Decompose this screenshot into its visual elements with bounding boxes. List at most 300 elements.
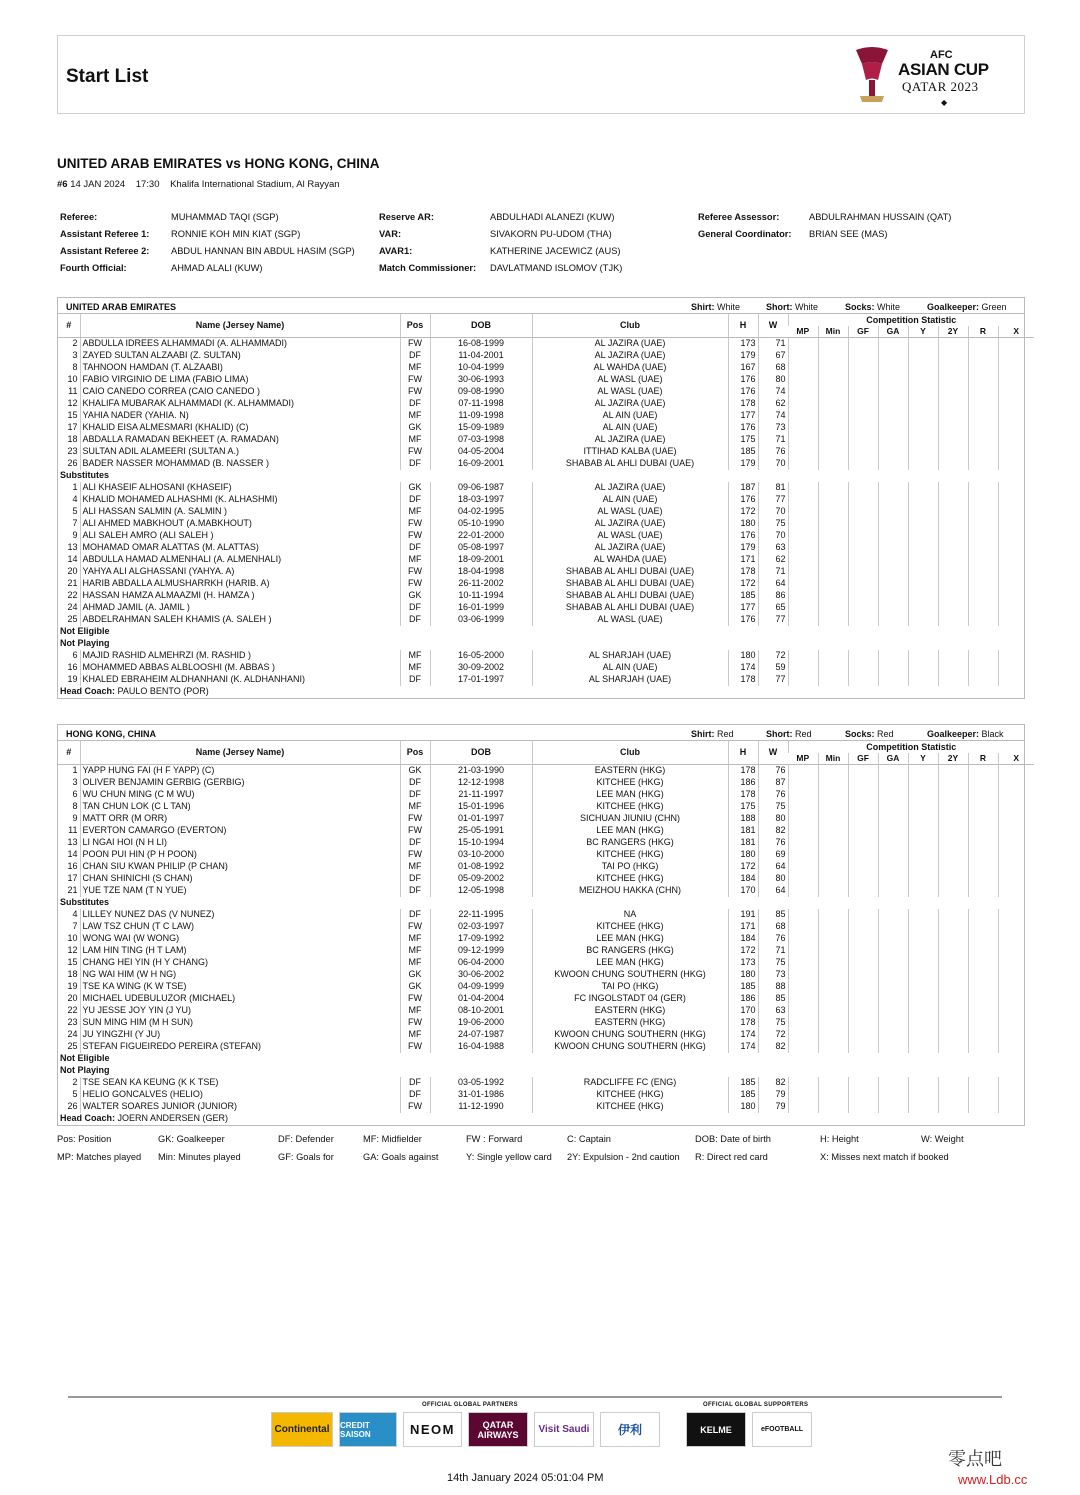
stat-cell (908, 849, 938, 861)
column-header-name: Name (Jersey Name) (80, 314, 400, 338)
player-dob: 30-09-2002 (430, 662, 532, 674)
stat-cell (878, 554, 908, 566)
official-value: AHMAD ALALI (KUW) (171, 263, 263, 273)
player-weight: 64 (758, 578, 788, 590)
player-dob: 10-11-1994 (430, 590, 532, 602)
player-name: ABDALLA RAMADAN BEKHEET (A. RAMADAN) (80, 434, 400, 446)
player-name: YAHYA ALI ALGHASSANI (YAHYA. A) (80, 566, 400, 578)
stat-cell (878, 849, 908, 861)
stat-cell (908, 434, 938, 446)
stat-cell (818, 410, 848, 422)
player-height: 173 (728, 338, 758, 350)
stat-cell (968, 849, 998, 861)
player-name: CAIO CANEDO CORREA (CAIO CANEDO ) (80, 386, 400, 398)
stat-cell (818, 801, 848, 813)
stat-cell (788, 909, 818, 921)
player-row (58, 602, 1034, 614)
player-number: 25 (67, 1041, 78, 1051)
stat-cell (938, 945, 968, 957)
player-name: CHAN SHINICHI (S CHAN) (80, 873, 400, 885)
player-number: 16 (67, 861, 78, 871)
stat-cell (998, 933, 1034, 945)
stat-cell (788, 542, 818, 554)
stat-cell (788, 362, 818, 374)
column-header-h: H (728, 314, 758, 338)
stat-cell (938, 362, 968, 374)
stat-cell (818, 506, 848, 518)
stat-cell (878, 602, 908, 614)
stat-cell (968, 969, 998, 981)
player-height: 181 (728, 825, 758, 837)
player-name: NG WAI HIM (W H NG) (80, 969, 400, 981)
stat-cell (818, 482, 848, 494)
stat-cell (908, 861, 938, 873)
stat-cell (818, 578, 848, 590)
stat-cell (818, 362, 848, 374)
player-row (58, 1041, 1034, 1053)
stat-cell (908, 1089, 938, 1101)
player-club: AL JAZIRA (UAE) (532, 482, 728, 494)
player-dob: 21-03-1990 (430, 765, 532, 777)
kit-value: White (795, 302, 819, 312)
column-header-stat: Min (818, 753, 848, 765)
stat-cell (818, 981, 848, 993)
player-weight: 75 (758, 957, 788, 969)
stat-cell (818, 849, 848, 861)
player-row (58, 374, 1034, 386)
legend-item: X: Misses next match if booked (820, 1152, 949, 1162)
player-position: FW (400, 374, 430, 386)
player-name: AHMAD JAMIL (A. JAMIL ) (80, 602, 400, 614)
stat-cell (938, 789, 968, 801)
player-row (58, 837, 1034, 849)
kit-short (766, 302, 818, 312)
stat-cell (908, 398, 938, 410)
stat-cell (968, 837, 998, 849)
player-weight: 82 (758, 1077, 788, 1089)
player-weight: 76 (758, 765, 788, 777)
player-height: 185 (728, 1089, 758, 1101)
stat-cell (818, 542, 848, 554)
player-height: 172 (728, 506, 758, 518)
stat-cell (938, 398, 968, 410)
stat-cell (848, 362, 878, 374)
stat-cell (938, 1041, 968, 1053)
logo-afc-text: AFC (930, 49, 953, 61)
player-name: BADER NASSER MOHAMMAD (B. NASSER ) (80, 458, 400, 470)
player-name: KHALED EBRAHEIM ALDHANHANI (K. ALDHANHANI) (80, 674, 400, 686)
stat-cell (848, 374, 878, 386)
player-dob: 04-09-1999 (430, 981, 532, 993)
section-label: Substitutes (60, 470, 110, 480)
stat-cell (788, 434, 818, 446)
column-header-club: Club (532, 314, 728, 338)
player-number: 20 (67, 993, 78, 1003)
stat-cell (908, 1077, 938, 1089)
player-number: 1 (72, 482, 78, 492)
stat-cell (788, 614, 818, 626)
stat-cell (908, 482, 938, 494)
player-row (58, 825, 1034, 837)
kit-value: White (877, 302, 901, 312)
stat-cell (878, 446, 908, 458)
stat-cell (818, 662, 848, 674)
stat-cell (848, 837, 878, 849)
player-height: 170 (728, 885, 758, 897)
stat-cell (938, 1077, 968, 1089)
stat-cell (878, 494, 908, 506)
stat-cell (788, 861, 818, 873)
stat-cell (818, 494, 848, 506)
player-weight: 74 (758, 410, 788, 422)
stat-cell (908, 650, 938, 662)
stat-cell (878, 338, 908, 350)
player-name: ALI SALEH AMRO (ALI SALEH ) (80, 530, 400, 542)
stat-cell (908, 909, 938, 921)
stat-cell (848, 662, 878, 674)
stat-cell (788, 885, 818, 897)
stat-cell (788, 813, 818, 825)
stat-cell (968, 578, 998, 590)
official-value: RONNIE KOH MIN KIAT (SGP) (171, 229, 301, 239)
stat-cell (788, 789, 818, 801)
player-position: DF (400, 494, 430, 506)
player-weight: 70 (758, 458, 788, 470)
stat-cell (818, 530, 848, 542)
player-position: DF (400, 542, 430, 554)
player-number: 8 (72, 362, 78, 372)
player-number: 22 (67, 1005, 78, 1015)
stat-cell (788, 981, 818, 993)
stat-cell (968, 494, 998, 506)
player-row (58, 566, 1034, 578)
player-row (58, 530, 1034, 542)
stat-cell (908, 969, 938, 981)
stat-cell (818, 957, 848, 969)
player-height: 174 (728, 1041, 758, 1053)
stat-cell (938, 981, 968, 993)
player-number: 18 (67, 434, 78, 444)
official-label: AVAR1: (379, 246, 413, 256)
stat-cell (848, 422, 878, 434)
player-number: 19 (67, 674, 78, 684)
legend-item: C: Captain (567, 1134, 611, 1144)
stat-cell (848, 482, 878, 494)
stat-cell (878, 362, 908, 374)
player-name: EVERTON CAMARGO (EVERTON) (80, 825, 400, 837)
stat-cell (968, 993, 998, 1005)
player-row (58, 518, 1034, 530)
stat-cell (968, 1041, 998, 1053)
kit-value: Green (981, 302, 1007, 312)
stat-cell (878, 993, 908, 1005)
stat-cell (788, 374, 818, 386)
stat-cell (848, 542, 878, 554)
player-dob: 25-05-1991 (430, 825, 532, 837)
player-height: 176 (728, 386, 758, 398)
stat-cell (908, 1005, 938, 1017)
column-header-stat: R (968, 753, 998, 765)
stat-cell (968, 825, 998, 837)
player-name: JU YINGZHI (Y JU) (80, 1029, 400, 1041)
stat-cell (908, 494, 938, 506)
player-name: MATT ORR (M ORR) (80, 813, 400, 825)
player-row (58, 494, 1034, 506)
player-dob: 07-03-1998 (430, 434, 532, 446)
legend-item: 2Y: Expulsion - 2nd caution (567, 1152, 680, 1162)
stat-cell (938, 494, 968, 506)
player-number: 21 (67, 885, 78, 895)
player-row (58, 957, 1034, 969)
player-dob: 18-04-1998 (430, 566, 532, 578)
stat-cell (908, 458, 938, 470)
player-weight: 77 (758, 674, 788, 686)
official-label: Assistant Referee 2: (60, 246, 150, 256)
stat-cell (938, 1017, 968, 1029)
stat-cell (848, 578, 878, 590)
player-club: AL AIN (UAE) (532, 410, 728, 422)
player-dob: 21-11-1997 (430, 789, 532, 801)
stat-cell (878, 1089, 908, 1101)
head-coach-label: Head Coach: (60, 1113, 116, 1123)
stat-cell (788, 590, 818, 602)
player-club: AL AIN (UAE) (532, 422, 728, 434)
stat-cell (998, 813, 1034, 825)
stat-cell (848, 506, 878, 518)
player-name: TAHNOON HAMDAN (T. ALZAABI) (80, 362, 400, 374)
stat-cell (968, 554, 998, 566)
player-row (58, 1077, 1034, 1089)
player-club: TAI PO (HKG) (532, 861, 728, 873)
column-header-num: # (58, 314, 80, 338)
player-number: 7 (72, 921, 78, 931)
player-position: MF (400, 434, 430, 446)
stat-cell (788, 1089, 818, 1101)
player-position: DF (400, 777, 430, 789)
player-position: DF (400, 873, 430, 885)
player-club: SHABAB AL AHLI DUBAI (UAE) (532, 458, 728, 470)
column-header-w: W (758, 741, 788, 765)
stat-cell (938, 590, 968, 602)
player-club: EASTERN (HKG) (532, 1017, 728, 1029)
player-position: DF (400, 885, 430, 897)
player-name: KHALIFA MUBARAK ALHAMMADI (K. ALHAMMADI) (80, 398, 400, 410)
player-name: LAW TSZ CHUN (T C LAW) (80, 921, 400, 933)
stat-cell (938, 410, 968, 422)
player-position: FW (400, 1041, 430, 1053)
player-name: ALI KHASEIF ALHOSANI (KHASEIF) (80, 482, 400, 494)
player-position: MF (400, 362, 430, 374)
stat-cell (788, 1029, 818, 1041)
stat-cell (848, 446, 878, 458)
player-number: 10 (67, 933, 78, 943)
player-name: SUN MING HIM (M H SUN) (80, 1017, 400, 1029)
stat-cell (818, 338, 848, 350)
stat-cell (908, 801, 938, 813)
player-row (58, 789, 1034, 801)
player-row (58, 554, 1034, 566)
stat-cell (968, 410, 998, 422)
player-row (58, 338, 1034, 350)
stat-cell (848, 518, 878, 530)
player-number: 7 (72, 518, 78, 528)
player-club: AL JAZIRA (UAE) (532, 338, 728, 350)
stat-cell (818, 777, 848, 789)
column-header-stat: X (998, 753, 1034, 765)
player-number: 20 (67, 566, 78, 576)
stat-cell (848, 1089, 878, 1101)
kit-label: Short: (766, 302, 793, 312)
player-row (58, 1029, 1034, 1041)
kit-value: Red (795, 729, 812, 739)
stat-cell (968, 446, 998, 458)
player-position: MF (400, 801, 430, 813)
column-header-stat: GA (878, 753, 908, 765)
section-label: Substitutes (60, 897, 110, 907)
player-height: 176 (728, 374, 758, 386)
stat-cell (908, 446, 938, 458)
stat-cell (998, 921, 1034, 933)
player-name: ABDULLA IDREES ALHAMMADI (A. ALHAMMADI) (80, 338, 400, 350)
column-header-stat: GA (878, 326, 908, 338)
player-height: 179 (728, 458, 758, 470)
player-club: ITTIHAD KALBA (UAE) (532, 446, 728, 458)
stat-cell (818, 1041, 848, 1053)
player-club: TAI PO (HKG) (532, 981, 728, 993)
section-row (58, 470, 1034, 482)
stat-cell (848, 981, 878, 993)
player-number: 4 (72, 909, 78, 919)
player-club: SHABAB AL AHLI DUBAI (UAE) (532, 578, 728, 590)
stat-cell (848, 590, 878, 602)
player-weight: 80 (758, 813, 788, 825)
stat-cell (968, 1101, 998, 1113)
logo-asian-cup-text: ASIAN CUP (898, 60, 989, 79)
player-dob: 09-06-1987 (430, 482, 532, 494)
stat-cell (878, 1017, 908, 1029)
stat-cell (818, 885, 848, 897)
player-row (58, 662, 1034, 674)
stat-cell (968, 801, 998, 813)
player-club: KITCHEE (HKG) (532, 873, 728, 885)
stat-cell (938, 566, 968, 578)
stat-cell (908, 1041, 938, 1053)
watermark-text: 零点吧 (948, 1449, 1002, 1469)
stat-cell (908, 662, 938, 674)
stat-cell (818, 566, 848, 578)
player-height: 185 (728, 446, 758, 458)
player-weight: 79 (758, 1101, 788, 1113)
player-weight: 80 (758, 374, 788, 386)
stat-cell (848, 494, 878, 506)
player-club: AL WASL (UAE) (532, 530, 728, 542)
stat-cell (818, 969, 848, 981)
stat-cell (908, 590, 938, 602)
stat-cell (938, 518, 968, 530)
player-name: CHAN SIU KWAN PHILIP (P CHAN) (80, 861, 400, 873)
player-number: 12 (67, 945, 78, 955)
stat-cell (998, 602, 1034, 614)
stat-cell (998, 422, 1034, 434)
head-coach-row (58, 1113, 1034, 1125)
player-dob: 30-06-1993 (430, 374, 532, 386)
stat-cell (998, 374, 1034, 386)
stat-cell (998, 530, 1034, 542)
stat-cell (998, 777, 1034, 789)
stat-cell (998, 338, 1034, 350)
player-dob: 17-01-1997 (430, 674, 532, 686)
stat-cell (788, 398, 818, 410)
player-club: AL JAZIRA (UAE) (532, 542, 728, 554)
player-club: KITCHEE (HKG) (532, 1089, 728, 1101)
player-club: AL JAZIRA (UAE) (532, 398, 728, 410)
afc-asian-cup-logo (852, 44, 1002, 108)
team-header (58, 725, 1024, 741)
stat-cell (848, 1017, 878, 1029)
stat-cell (938, 530, 968, 542)
player-club: KITCHEE (HKG) (532, 801, 728, 813)
stat-cell (938, 885, 968, 897)
stat-cell (878, 590, 908, 602)
stat-cell (788, 957, 818, 969)
column-header-pos: Pos (400, 741, 430, 765)
column-header-dob: DOB (430, 741, 532, 765)
player-row (58, 981, 1034, 993)
player-row (58, 482, 1034, 494)
match-number: #6 (57, 179, 68, 190)
stat-cell (878, 1041, 908, 1053)
stat-cell (968, 674, 998, 686)
stat-cell (998, 945, 1034, 957)
player-number: 18 (67, 969, 78, 979)
stat-cell (878, 662, 908, 674)
legend-item: R: Direct red card (695, 1152, 768, 1162)
official-value: SIVAKORN PU-UDOM (THA) (490, 229, 612, 239)
stat-cell (998, 650, 1034, 662)
stat-cell (848, 1029, 878, 1041)
player-position: MF (400, 662, 430, 674)
player-row (58, 506, 1034, 518)
stat-cell (998, 825, 1034, 837)
legend-item: Y: Single yellow card (466, 1152, 552, 1162)
player-height: 172 (728, 945, 758, 957)
stat-cell (968, 566, 998, 578)
player-weight: 64 (758, 885, 788, 897)
stat-cell (968, 945, 998, 957)
stat-cell (848, 909, 878, 921)
head-coach-label: Head Coach: (60, 686, 116, 696)
player-number: 15 (67, 957, 78, 967)
player-club: EASTERN (HKG) (532, 1005, 728, 1017)
official-label: Reserve AR: (379, 212, 434, 222)
player-height: 170 (728, 1005, 758, 1017)
player-weight: 73 (758, 969, 788, 981)
player-row (58, 873, 1034, 885)
player-height: 180 (728, 518, 758, 530)
stat-cell (878, 650, 908, 662)
player-position: MF (400, 506, 430, 518)
player-position: FW (400, 530, 430, 542)
player-height: 176 (728, 530, 758, 542)
match-title: UNITED ARAB EMIRATES vs HONG KONG, CHINA (57, 156, 380, 171)
stat-cell (968, 1005, 998, 1017)
supporter-logo-efootball: eFOOTBALL (752, 1412, 812, 1447)
player-weight: 70 (758, 530, 788, 542)
player-number: 22 (67, 590, 78, 600)
stat-cell (788, 765, 818, 777)
column-header-stat: 2Y (938, 753, 968, 765)
head-coach-row (58, 686, 1034, 698)
